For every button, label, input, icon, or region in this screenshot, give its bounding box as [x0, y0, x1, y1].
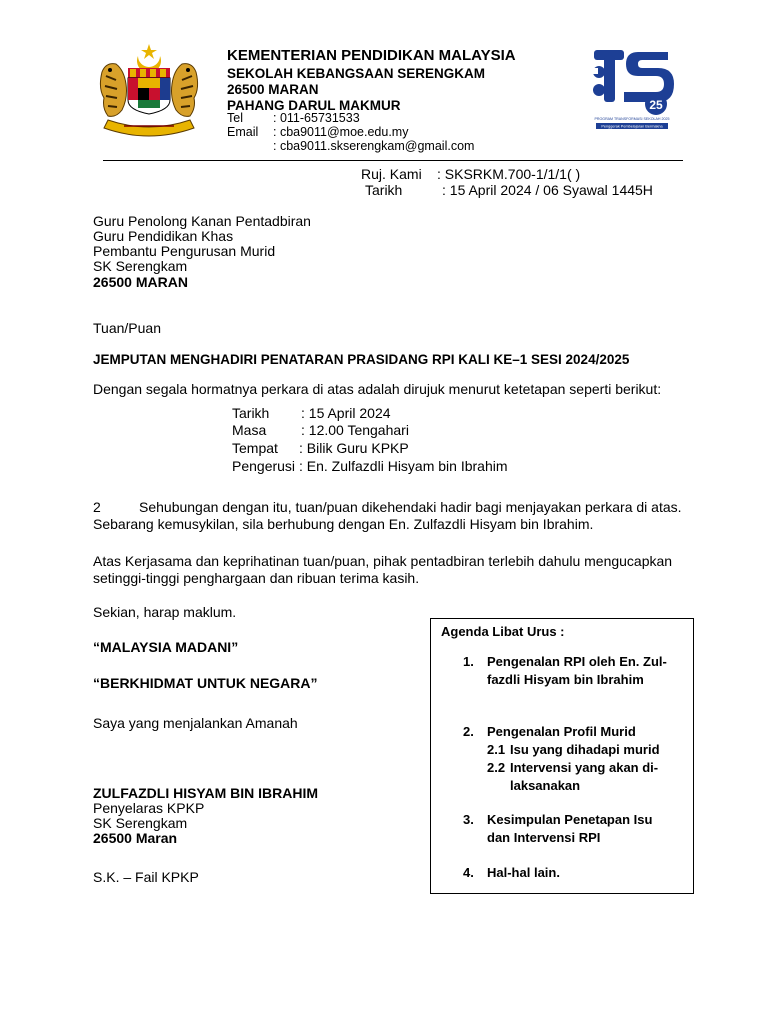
detail-label-time: Masa: [232, 422, 267, 438]
agenda-subitem-number: 2.1: [487, 742, 506, 757]
coat-of-arms-logo: [94, 42, 204, 142]
para3-line: setinggi-tinggi penghargaan dan ribuan terima kasih.: [93, 570, 420, 586]
tel-value: : 011-65731533: [273, 111, 360, 125]
email-value-1: : cba9011@moe.edu.my: [273, 125, 409, 139]
agenda-item-text: Kesimpulan Penetapan Isu: [487, 812, 653, 827]
signatory-role: Penyelaras KPKP: [93, 800, 205, 816]
slogan-malaysia-madani: “MALAYSIA MADANI”: [93, 639, 239, 655]
para2-number: 2: [93, 499, 101, 515]
recipient-line: SK Serengkam: [93, 258, 188, 274]
agenda-subitem-number: 2.2: [487, 760, 506, 775]
para2-line: Sebarang kemusykilan, sila berhubung dengan En. Zulfazdli Hisyam bin Ibrahim.: [93, 516, 594, 532]
svg-text:25: 25: [649, 98, 663, 112]
detail-label-venue: Tempat: [232, 440, 278, 456]
school-name: SEKOLAH KEBANGSAAN SERENGKAM: [227, 66, 486, 81]
agenda-subitem-text: laksanakan: [510, 778, 581, 793]
agenda-item-text: Pengenalan RPI oleh En. Zul-: [487, 654, 667, 669]
detail-label-chair: Pengerusi: [232, 458, 296, 474]
recipient-town: 26500 MARAN: [93, 274, 188, 290]
signatory-school: SK Serengkam: [93, 815, 188, 831]
signatory-name: ZULFAZDLI HISYAM BIN IBRAHIM: [93, 785, 319, 801]
para2-line: Sehubungan dengan itu, tuan/puan dikehendaki hadir bagi menjayakan perkara di atas.: [139, 499, 682, 515]
email-label: Email: [227, 125, 259, 139]
detail-value-time: : 12.00 Tengahari: [301, 422, 409, 438]
recipient-line: Guru Penolong Kanan Pentadbiran: [93, 213, 311, 229]
intro-paragraph: Dengan segala hormatnya perkara di atas adalah dirujuk menurut ketetapan seperti berikut:: [93, 381, 662, 397]
agenda-item-text: fazdli Hisyam bin Ibrahim: [487, 672, 644, 687]
agenda-item-text: Hal-hal lain.: [487, 865, 560, 880]
closing-line: Sekian, harap maklum.: [93, 604, 237, 620]
school-postcode-town: 26500 MARAN: [227, 82, 319, 97]
cc-line: S.K. – Fail KPKP: [93, 869, 199, 885]
ministry-name: KEMENTERIAN PENDIDIKAN MALAYSIA: [227, 47, 516, 64]
ref-label: Ruj. Kami: [361, 166, 422, 182]
recipient-line: Guru Pendidikan Khas: [93, 228, 234, 244]
ref-value: : SKSRKM.700-1/1/1( ): [437, 166, 581, 182]
agenda-subitem-text: Isu yang dihadapi murid: [510, 742, 660, 757]
agenda-box: [430, 618, 694, 894]
svg-text:Penggerak Pembelajaran Bermakn: Penggerak Pembelajaran Bermakna: [601, 124, 663, 129]
agenda-item-text: dan Intervensi RPI: [487, 830, 601, 845]
date-value: : 15 April 2024 / 06 Syawal 1445H: [442, 182, 653, 198]
ts25-logo: [590, 42, 674, 132]
detail-value-chair: : En. Zulfazdli Hisyam bin Ibrahim: [299, 458, 508, 474]
letterhead-divider: [103, 160, 683, 161]
detail-value-venue: : Bilik Guru KPKP: [299, 440, 409, 456]
amanah-line: Saya yang menjalankan Amanah: [93, 715, 298, 731]
agenda-item-number: 1.: [463, 654, 474, 669]
signatory-town: 26500 Maran: [93, 830, 178, 846]
detail-label-date: Tarikh: [232, 405, 270, 421]
svg-text:PROGRAM TRANSFORMASI SEKOLAH 2: PROGRAM TRANSFORMASI SEKOLAH 2025: [594, 117, 670, 121]
agenda-title: Agenda Libat Urus :: [441, 624, 565, 639]
date-label: Tarikh: [365, 182, 403, 198]
tel-label: Tel: [227, 111, 243, 125]
school-state: PAHANG DARUL MAKMUR: [227, 98, 401, 113]
para3-line: Atas Kerjasama dan keprihatinan tuan/puan, pihak pentadbiran terlebih dahulu mengucapkan: [93, 553, 673, 569]
salutation: Tuan/Puan: [93, 320, 161, 336]
agenda-subitem-text: Intervensi yang akan di-: [510, 760, 659, 775]
email-value-2: : cba9011.skserengkam@gmail.com: [273, 139, 475, 153]
agenda-item-number: 3.: [463, 812, 474, 827]
agenda-item-number: 2.: [463, 724, 474, 739]
recipient-line: Pembantu Pengurusan Murid: [93, 243, 276, 259]
slogan-berkhidmat: “BERKHIDMAT UNTUK NEGARA”: [93, 675, 318, 691]
detail-value-date: : 15 April 2024: [301, 405, 391, 421]
subject-heading: JEMPUTAN MENGHADIRI PENATARAN PRASIDANG RPI KALI KE–1 SESI 2024/2025: [93, 352, 630, 367]
agenda-item-number: 4.: [463, 865, 474, 880]
agenda-item-text: Pengenalan Profil Murid: [487, 724, 636, 739]
